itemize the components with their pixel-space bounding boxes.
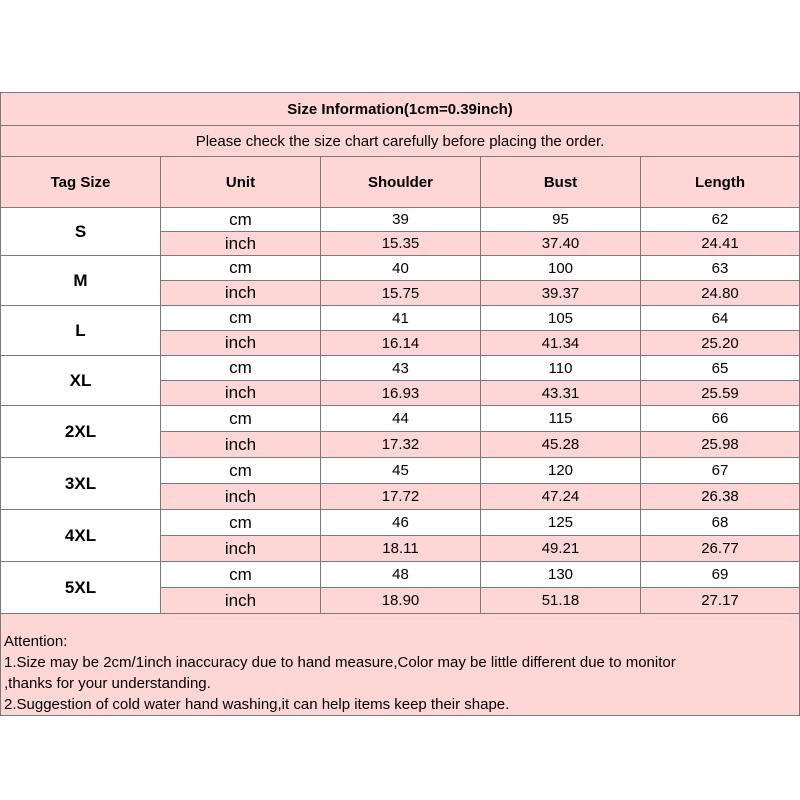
size-label: L — [1, 306, 161, 356]
length-cell: 67 — [641, 458, 800, 484]
unit-cell: cm — [161, 406, 321, 432]
unit-cell: inch — [161, 588, 321, 614]
length-cell: 25.20 — [641, 331, 800, 356]
shoulder-cell: 39 — [321, 208, 481, 232]
shoulder-cell: 16.93 — [321, 381, 481, 406]
table-row — [1, 458, 800, 484]
note-line: 2.Suggestion of cold water hand washing,it can help items keep their shape. — [4, 696, 510, 713]
table-row — [1, 208, 800, 232]
size-label: 2XL — [1, 406, 161, 458]
unit-cell: inch — [161, 432, 321, 458]
unit-cell: cm — [161, 356, 321, 381]
bust-cell: 120 — [481, 458, 641, 484]
bust-cell: 49.21 — [481, 536, 641, 562]
chart-notice: Please check the size chart carefully before placing the order. — [1, 126, 800, 157]
note-line: ,thanks for your understanding. — [4, 675, 211, 692]
bust-cell: 51.18 — [481, 588, 641, 614]
bust-cell: 110 — [481, 356, 641, 381]
shoulder-cell: 16.14 — [321, 331, 481, 356]
table-row — [1, 510, 800, 536]
table-row — [1, 406, 800, 432]
size-label: 3XL — [1, 458, 161, 510]
unit-cell: inch — [161, 281, 321, 306]
unit-cell: inch — [161, 232, 321, 256]
shoulder-cell: 18.90 — [321, 588, 481, 614]
chart-title: Size Information(1cm=0.39inch) — [1, 93, 800, 126]
length-cell: 27.17 — [641, 588, 800, 614]
shoulder-cell: 15.75 — [321, 281, 481, 306]
bust-cell: 37.40 — [481, 232, 641, 256]
length-cell: 26.77 — [641, 536, 800, 562]
unit-cell: inch — [161, 381, 321, 406]
length-cell: 25.59 — [641, 381, 800, 406]
bust-cell: 45.28 — [481, 432, 641, 458]
unit-cell: inch — [161, 536, 321, 562]
size-label: 4XL — [1, 510, 161, 562]
header-length: Length — [641, 157, 800, 208]
length-cell: 65 — [641, 356, 800, 381]
shoulder-cell: 17.72 — [321, 484, 481, 510]
shoulder-cell: 48 — [321, 562, 481, 588]
size-label: S — [1, 208, 161, 256]
table-row — [1, 306, 800, 331]
shoulder-cell: 45 — [321, 458, 481, 484]
length-cell: 63 — [641, 256, 800, 281]
bust-cell: 105 — [481, 306, 641, 331]
size-chart-sheet — [0, 92, 799, 716]
table-row — [1, 256, 800, 281]
length-cell: 24.41 — [641, 232, 800, 256]
length-cell: 69 — [641, 562, 800, 588]
attention-heading: Attention: — [4, 633, 68, 650]
unit-cell: cm — [161, 510, 321, 536]
header-shoulder: Shoulder — [321, 157, 481, 208]
notes-row — [1, 614, 800, 716]
note-line: 1.Size may be 2cm/1inch inaccuracy due to hand measure,Color may be little different due to monitor — [4, 654, 676, 671]
bust-cell: 47.24 — [481, 484, 641, 510]
shoulder-cell: 44 — [321, 406, 481, 432]
unit-cell: cm — [161, 562, 321, 588]
size-label: 5XL — [1, 562, 161, 614]
unit-cell: cm — [161, 208, 321, 232]
header-unit: Unit — [161, 157, 321, 208]
length-cell: 66 — [641, 406, 800, 432]
shoulder-cell: 17.32 — [321, 432, 481, 458]
shoulder-cell: 46 — [321, 510, 481, 536]
shoulder-cell: 40 — [321, 256, 481, 281]
size-label: M — [1, 256, 161, 306]
shoulder-cell: 41 — [321, 306, 481, 331]
bust-cell: 41.34 — [481, 331, 641, 356]
bust-cell: 43.31 — [481, 381, 641, 406]
unit-cell: cm — [161, 458, 321, 484]
shoulder-cell: 15.35 — [321, 232, 481, 256]
size-chart-table — [0, 92, 800, 716]
unit-cell: cm — [161, 306, 321, 331]
shoulder-cell: 43 — [321, 356, 481, 381]
table-row — [1, 562, 800, 588]
bust-cell: 130 — [481, 562, 641, 588]
header-tag-size: Tag Size — [1, 157, 161, 208]
table-row — [1, 356, 800, 381]
bust-cell: 39.37 — [481, 281, 641, 306]
length-cell: 68 — [641, 510, 800, 536]
header-row — [1, 157, 800, 208]
unit-cell: inch — [161, 331, 321, 356]
bust-cell: 125 — [481, 510, 641, 536]
size-label: XL — [1, 356, 161, 406]
header-bust: Bust — [481, 157, 641, 208]
length-cell: 64 — [641, 306, 800, 331]
unit-cell: cm — [161, 256, 321, 281]
bust-cell: 100 — [481, 256, 641, 281]
length-cell: 62 — [641, 208, 800, 232]
length-cell: 24.80 — [641, 281, 800, 306]
bust-cell: 95 — [481, 208, 641, 232]
bust-cell: 115 — [481, 406, 641, 432]
attention-notes — [1, 614, 800, 716]
length-cell: 25.98 — [641, 432, 800, 458]
unit-cell: inch — [161, 484, 321, 510]
shoulder-cell: 18.11 — [321, 536, 481, 562]
length-cell: 26.38 — [641, 484, 800, 510]
